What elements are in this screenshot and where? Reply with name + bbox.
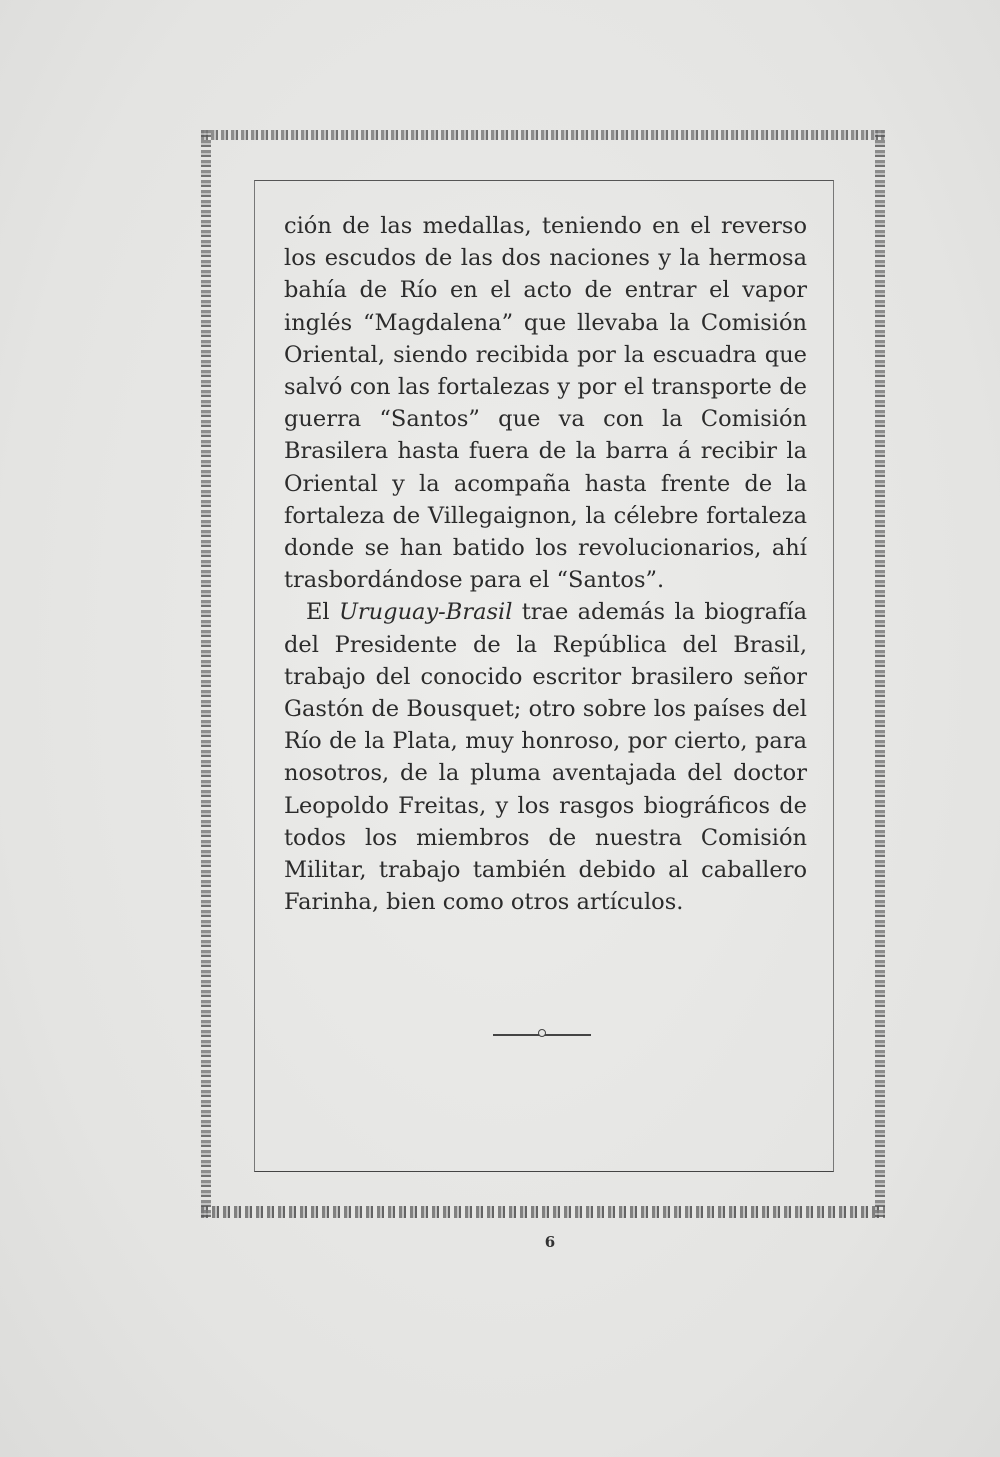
publication-title: Uruguay-Brasil [338, 599, 513, 626]
body-text [284, 210, 807, 918]
ornament-top [201, 130, 885, 140]
paragraph-2-rest: trae además la biografía del Presidente de la República del Brasil, trabajo del conocido escritor brasilero señor Gastón de Bousquet; otro sobre los países del Río de la Plata, muy honroso, por cierto, para nosotros, de la pluma aventajada del doctor Leopoldo Freitas, y los rasgos biográficos de todos los miembros de nuestra Comisión Militar, trabajo también debido al caballero Farinha, bien como otros artículos. [284, 599, 807, 916]
page-number: 6 [544, 1233, 556, 1251]
divider-ornament-icon [538, 1029, 546, 1037]
paragraph-2 [284, 596, 807, 918]
ornament-right [875, 130, 885, 1218]
ornament-left [201, 130, 211, 1218]
ornament-bottom [201, 1206, 885, 1218]
paragraph-1: ción de las medallas, teniendo en el reverso los escudos de las dos naciones y la hermosa bahía de Río en el acto de entrar el vapor inglés “Magdalena” que llevaba la Comisión Oriental, siendo recibida por la escuadra que salvó con las fortalezas y por el transporte de guerra “Santos” que va con la Comisión Brasilera hasta fuera de la barra á recibir la Oriental y la acompaña hasta frente de la fortaleza de Villegaignon, la célebre fortaleza donde se han batido los revolucionarios, ahí trasbordándose para el “Santos”. [284, 213, 807, 594]
paragraph-2-prefix: El [306, 599, 339, 626]
